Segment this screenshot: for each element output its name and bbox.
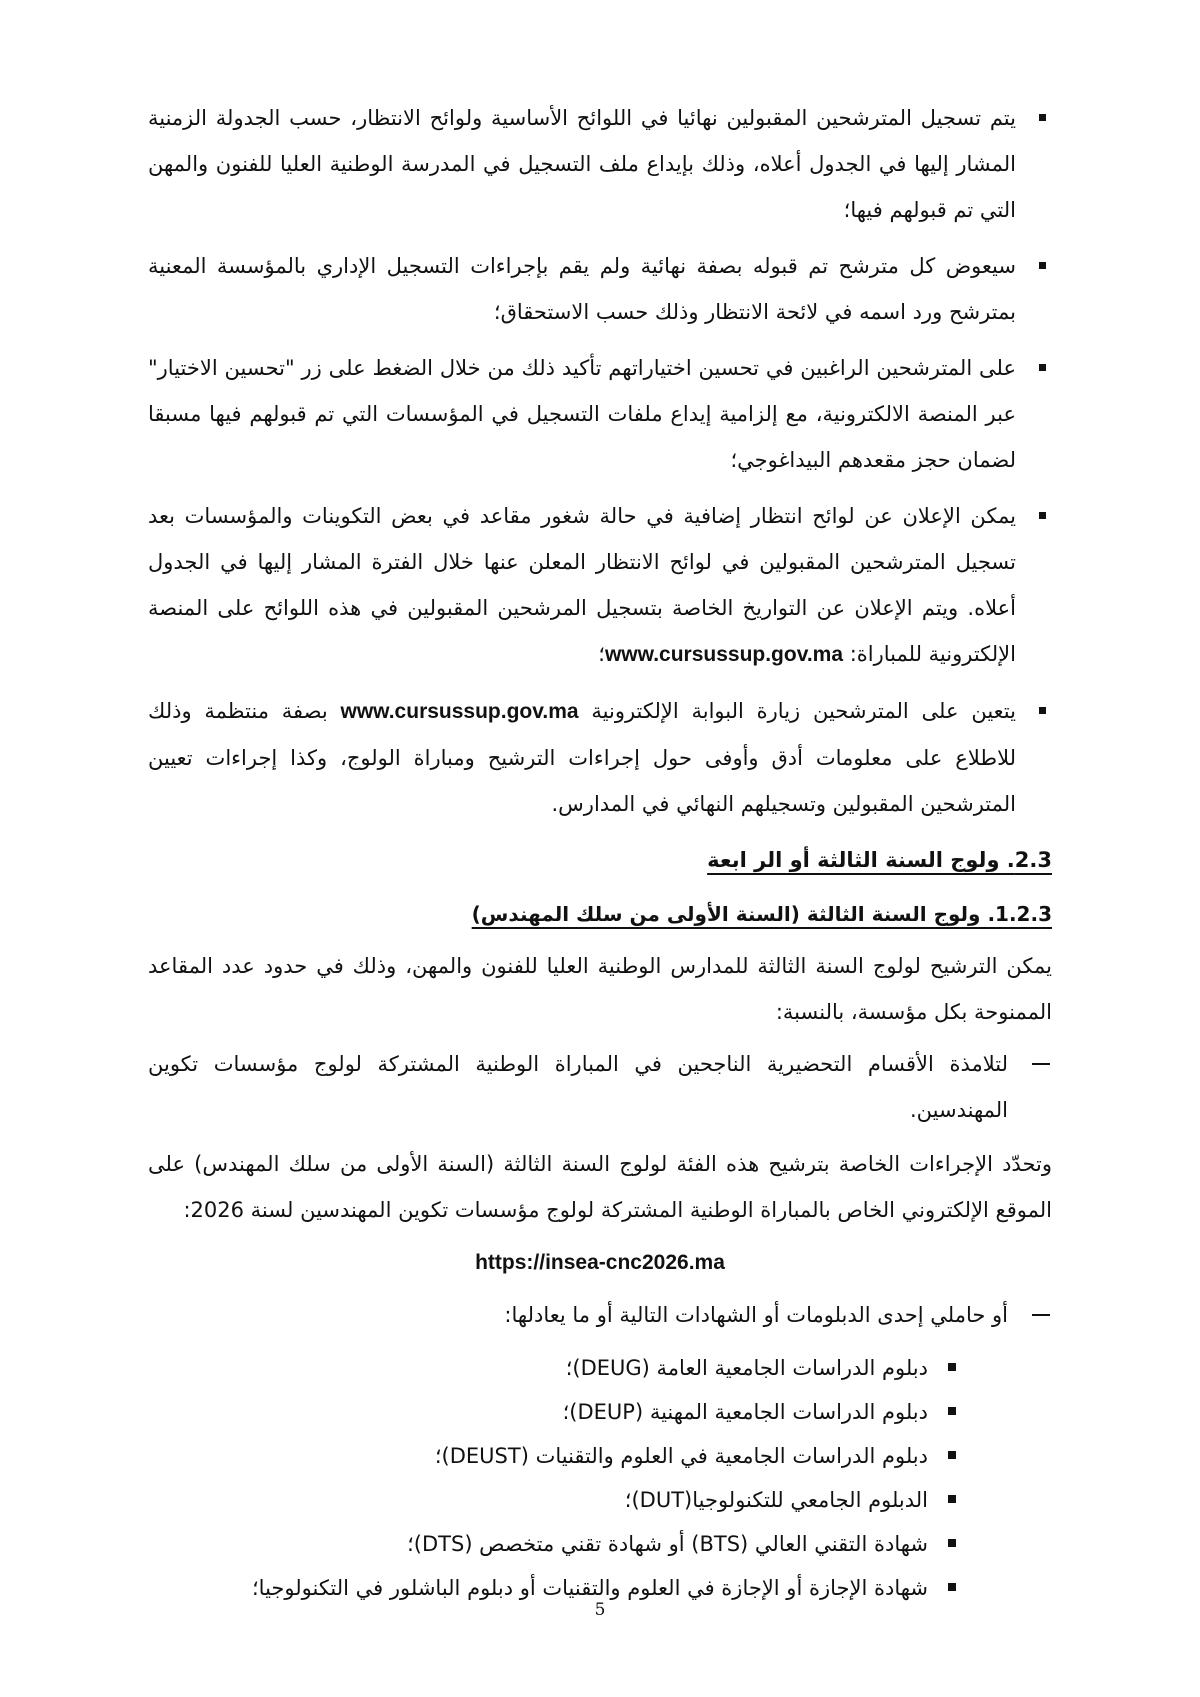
bullet-item-replacement: سيعوض كل مترشح تم قبوله بصفة نهائية ولم يقم بإجراءات التسجيل الإداري بالمؤسسة المعنية بمترشح ورد اسمه في لائحة الانتظار وذلك حسب الاستحقاق؛ xyxy=(148,243,1052,335)
dash-item-cpge: لتلامذة الأقسام التحضيرية الناجحين في المباراة الوطنية المشتركة لولوج مؤسسات تكوين المهندسين. xyxy=(148,1041,1052,1133)
diploma-item-deust: دبلوم الدراسات الجامعية في العلوم والتقنيات (DEUST)؛ xyxy=(148,1434,960,1478)
document-body xyxy=(148,95,1052,1610)
intro-paragraph: يمكن الترشيح لولوج السنة الثالثة للمدارس الوطنية العليا للفنون والمهن، وذلك في حدود عدد المقاعد الممنوحة بكل مؤسسة، بالنسبة: xyxy=(148,954,1052,1024)
diploma-item-deug: دبلوم الدراسات الجامعية العامة (DEUG)؛ xyxy=(148,1346,960,1390)
bullet5-after: بصفة منتظمة وذلك للاطلاع على معلومات أدق وأوفى حول إجراءات الترشيح ومباراة الولوج، وكذا إجراءات تعيين المترشحين المقبولين وتسجيلهم النهائي في المدارس. xyxy=(148,699,1016,816)
diploma-list xyxy=(148,1346,1052,1610)
bullet4-text: يمكن الإعلان عن لوائح انتظار إضافية في حالة شغور مقاعد في بعض التكوينات والمؤسسات بعد تسجيل المترشحين المقبولين في لوائح الانتظار المعلن عنها خلال الفترة المشار إليها في الجدول أعلاه. ويتم الإعلان عن التواريخ الخاصة بتسجيل المرشحين المقبولين في هذه اللوائح على المنصة الإلكترونية للمباراة: xyxy=(148,504,1016,666)
bullet-item-registration: يتم تسجيل المترشحين المقبولين نهائيا في اللوائح الأساسية ولوائح الانتظار، حسب الجدولة الزمنية المشار إليها في الجدول أعلاه، وذلك بإيداع ملف التسجيل في المدرسة الوطنية العليا للفنون والمهن التي تم قبولهم فيها؛ xyxy=(148,95,1052,233)
dash-item-diploma-holders: أو حاملي إحدى الدبلومات أو الشهادات التالية أو ما يعادلها: xyxy=(148,1292,1052,1338)
diploma-item-dut: الدبلوم الجامعي للتكنولوجيا(DUT)؛ xyxy=(148,1478,960,1522)
cnc-link[interactable]: https://insea-cnc2026.ma xyxy=(475,1251,725,1274)
bullet-list xyxy=(148,95,1052,827)
cursussup-portal-link[interactable]: www.cursussup.gov.ma xyxy=(340,700,579,723)
dash-list-diplomas xyxy=(148,1292,1052,1338)
diploma-item-deup: دبلوم الدراسات الجامعية المهنية (DEUP)؛ xyxy=(148,1390,960,1434)
bullet5-before: يتعين على المترشحين زيارة البوابة الإلكترونية xyxy=(591,699,1016,723)
bullet-item-improve-choices: على المترشحين الراغبين في تحسين اختياراتهم تأكيد ذلك من خلال الضغط على زر "تحسين الاختيار" عبر المنصة الالكترونية، مع إلزامية إيداع ملفات التسجيل في المؤسسات التي تم قبولهم فيها مسبقا لضمان حجز مقعدهم البيداغوجي؛ xyxy=(148,345,1052,483)
procedures-paragraph: وتحدّد الإجراءات الخاصة بترشيح هذه الفئة لولوج السنة الثالثة (السنة الأولى من سلك المهندس) على الموقع الإلكتروني الخاص بالمباراة الوطنية المشتركة لولوج مؤسسات تكوين المهندسين لسنة 2026: xyxy=(148,1152,1052,1222)
diploma-item-licence: شهادة الإجازة أو الإجازة في العلوم والتقنيات أو دبلوم الباشلور في التكنولوجيا؛ xyxy=(148,1566,960,1610)
diploma-item-bts-dts: شهادة التقني العالي (BTS) أو شهادة تقني متخصص (DTS)؛ xyxy=(148,1522,960,1566)
subsection-title: 1.2.3. ولوج السنة الثالثة (السنة الأولى من سلك المهندس) xyxy=(471,902,1052,926)
dash-list-cpge xyxy=(148,1041,1052,1133)
bullet4-end: ؛ xyxy=(598,642,605,666)
bullet-item-additional-lists xyxy=(148,493,1052,678)
bullet-item-visit-portal xyxy=(148,688,1052,827)
section-title: 2.3. ولوج السنة الثالثة أو الر ابعة xyxy=(707,848,1052,872)
cnc-url-line xyxy=(148,1239,1052,1286)
cursussup-link[interactable]: www.cursussup.gov.ma xyxy=(604,643,844,666)
page-number: 5 xyxy=(594,1600,606,1620)
